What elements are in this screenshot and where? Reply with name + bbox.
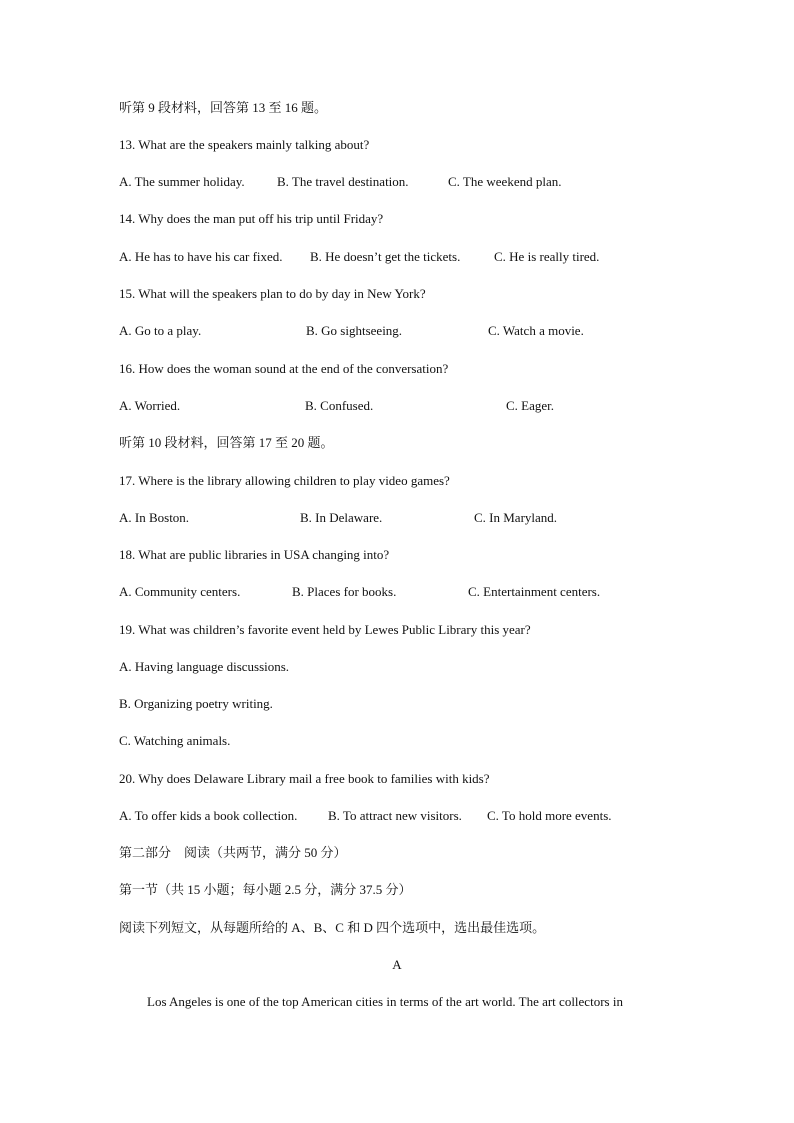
option-18-a: A. Community centers. bbox=[119, 584, 241, 599]
instruction-text: 阅读下列短文，从每题所给的 A、B、C 和 D 四个选项中，选出最佳选项。 bbox=[119, 920, 546, 935]
question-13: 13. What are the speakers mainly talking about? bbox=[119, 137, 370, 152]
option-13-a: A. The summer holiday. bbox=[119, 174, 245, 189]
option-14-b: B. He doesn’t get the tickets. bbox=[310, 249, 461, 264]
section-1-heading: 第一节（共 15 小题；每小题 2.5 分，满分 37.5 分） bbox=[119, 882, 412, 897]
option-19-b: B. Organizing poetry writing. bbox=[119, 696, 273, 711]
question-17: 17. Where is the library allowing children to play video games? bbox=[119, 473, 450, 488]
option-15-c: C. Watch a movie. bbox=[488, 323, 584, 338]
question-19: 19. What was children’s favorite event held by Lewes Public Library this year? bbox=[119, 622, 531, 637]
option-15-b: B. Go sightseeing. bbox=[306, 323, 403, 338]
option-17-a: A. In Boston. bbox=[119, 510, 190, 525]
question-16: 16. How does the woman sound at the end of the conversation? bbox=[119, 361, 449, 376]
option-18-c: C. Entertainment centers. bbox=[468, 584, 601, 599]
option-17-b: B. In Delaware. bbox=[300, 510, 383, 525]
option-13-b: B. The travel destination. bbox=[277, 174, 409, 189]
question-20: 20. Why does Delaware Library mail a free book to families with kids? bbox=[119, 771, 490, 786]
passage-first-line: Los Angeles is one of the top American cities in terms of the art world. The art collectors in bbox=[147, 994, 623, 1009]
option-16-a: A. Worried. bbox=[119, 398, 181, 413]
question-15: 15. What will the speakers plan to do by day in New York? bbox=[119, 286, 426, 301]
option-20-b: B. To attract new visitors. bbox=[328, 808, 462, 823]
option-20-c: C. To hold more events. bbox=[487, 808, 612, 823]
option-18-b: B. Places for books. bbox=[292, 584, 397, 599]
option-19-a: A. Having language discussions. bbox=[119, 659, 290, 674]
passage-label: A bbox=[392, 957, 402, 972]
part-2-heading: 第二部分 阅读（共两节，满分 50 分） bbox=[119, 845, 347, 860]
option-15-a: A. Go to a play. bbox=[119, 323, 202, 338]
option-14-a: A. He has to have his car fixed. bbox=[119, 249, 283, 264]
question-14: 14. Why does the man put off his trip until Friday? bbox=[119, 211, 384, 226]
option-19-c: C. Watching animals. bbox=[119, 733, 231, 748]
option-20-a: A. To offer kids a book collection. bbox=[119, 808, 298, 823]
option-16-c: C. Eager. bbox=[506, 398, 555, 413]
option-13-c: C. The weekend plan. bbox=[448, 174, 562, 189]
option-17-c: C. In Maryland. bbox=[474, 510, 558, 525]
question-18: 18. What are public libraries in USA changing into? bbox=[119, 547, 390, 562]
section-9-heading: 听第 9 段材料，回答第 13 至 16 题。 bbox=[119, 100, 328, 115]
option-16-b: B. Confused. bbox=[305, 398, 374, 413]
section-10-heading: 听第 10 段材料，回答第 17 至 20 题。 bbox=[119, 435, 334, 450]
option-14-c: C. He is really tired. bbox=[494, 249, 600, 264]
